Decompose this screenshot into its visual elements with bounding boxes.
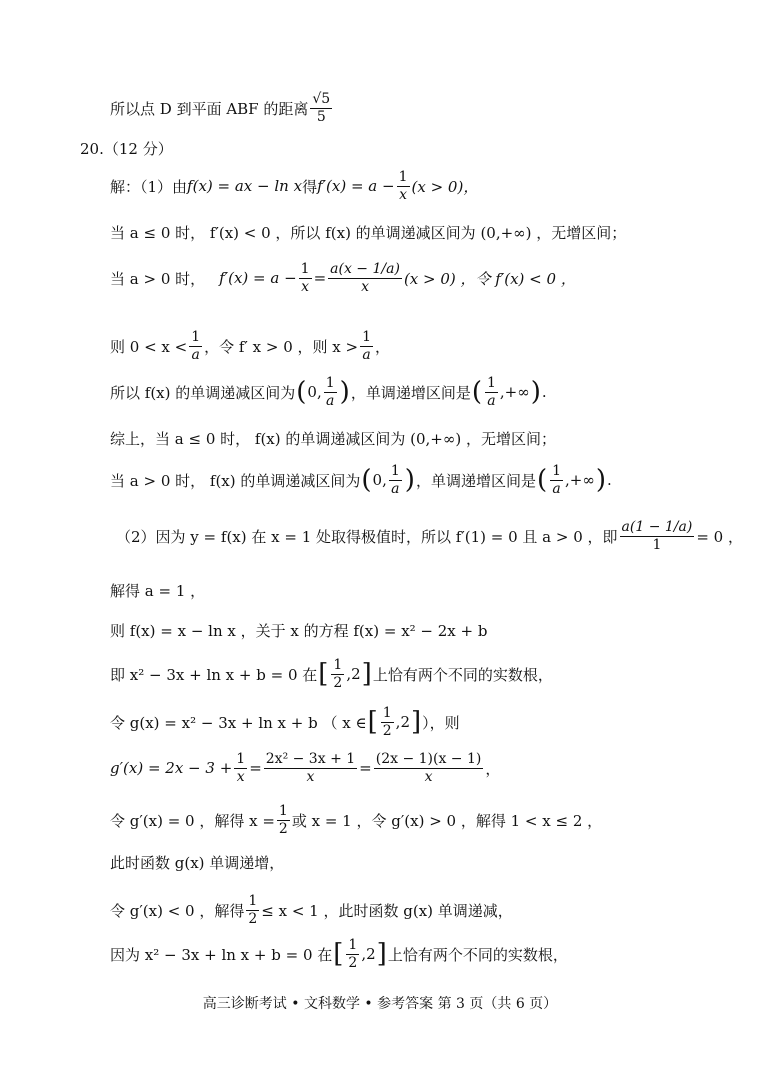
line-summary-a-le-0 — [110, 428, 556, 449]
math: 0, — [372, 471, 387, 490]
text: ， — [485, 759, 501, 778]
line-roots-again — [110, 938, 568, 970]
denominator: 2 — [278, 820, 288, 837]
text: 令 g(x) = x² − 3x + ln x + b （ x ∈ — [110, 713, 367, 732]
fraction — [485, 376, 498, 408]
bracket: ] — [410, 707, 422, 738]
denominator: a — [552, 480, 561, 497]
numerator: a(x − 1/a) — [330, 261, 400, 277]
numerator: 1 — [278, 803, 288, 819]
numerator: 1 — [382, 705, 392, 721]
text: 上恰有两个不同的实数根， — [372, 665, 553, 684]
text: . — [607, 471, 612, 490]
text: 所以点 D 到平面 ABF 的距离 — [110, 99, 309, 118]
fraction — [324, 376, 337, 408]
line-g-derivative — [110, 752, 500, 784]
numerator: 1 — [348, 937, 358, 953]
line-summary-a-gt-0 — [110, 464, 612, 496]
numerator: 1 — [248, 893, 258, 909]
problem-20-heading — [80, 138, 173, 159]
numerator: 2x² − 3x + 1 — [265, 751, 356, 767]
fraction-sqrt5-over-5 — [310, 92, 332, 124]
numerator: √5 — [312, 91, 331, 107]
fraction — [299, 262, 312, 294]
denominator: x — [301, 278, 310, 295]
math: ,2 — [346, 665, 361, 684]
numerator: 1 — [333, 657, 343, 673]
text: 则 0 < x < — [110, 337, 188, 356]
fraction — [346, 938, 359, 970]
paren: ( — [361, 465, 372, 496]
bracket: [ — [318, 659, 329, 690]
bracket: [ — [333, 939, 344, 970]
denominator: x — [399, 186, 407, 203]
text: （2）因为 y = f(x) 在 x = 1 处取得极值时，所以 f′(1) = 0 且 a > 0 ，即 — [116, 527, 618, 546]
bracket: [ — [367, 707, 378, 738]
fraction — [331, 658, 344, 690]
text: 令 g′(x) = 0 ，解得 x = — [110, 811, 275, 830]
paren: ( — [471, 377, 482, 408]
bracket: ] — [361, 659, 372, 690]
heading-text: 20.（12 分） — [80, 140, 173, 158]
text: 或 x = 1 ，令 g′(x) > 0 ，解得 1 < x ≤ 2 ， — [291, 811, 603, 830]
denominator: a — [326, 392, 335, 409]
line-define-g — [110, 706, 460, 738]
line-equation — [110, 620, 487, 641]
equals: = — [313, 269, 327, 288]
math: f′(x) = a − — [219, 269, 297, 288]
fraction — [360, 330, 373, 362]
text: . — [541, 383, 547, 402]
fraction — [374, 752, 484, 784]
numerator: 1 — [236, 751, 246, 767]
denominator: 2 — [348, 954, 358, 971]
line-critical-points — [110, 804, 602, 836]
denominator: 2 — [333, 674, 343, 691]
line-case-a-gt-0 — [110, 262, 576, 294]
math: ,2 — [395, 713, 410, 732]
fraction — [620, 520, 695, 552]
denominator: x — [236, 768, 245, 785]
fraction — [264, 752, 357, 784]
fraction — [381, 706, 394, 738]
text: ，单调递增区间是 — [415, 471, 536, 490]
numerator: 1 — [486, 375, 496, 391]
text: ≤ x < 1 ，此时函数 g(x) 单调递减， — [261, 901, 513, 920]
denominator: a — [487, 392, 496, 409]
denominator: x — [424, 768, 433, 785]
paren: ) — [339, 377, 350, 408]
numerator: 1 — [390, 463, 400, 479]
equals: = — [249, 759, 262, 778]
math: ,+∞ — [499, 383, 530, 402]
fraction — [277, 804, 290, 836]
math: (x > 0) ，令 f′(x) < 0 ， — [403, 269, 576, 288]
line-solve-a — [110, 580, 205, 601]
text: 令 g′(x) < 0 ，解得 — [110, 901, 245, 920]
numerator: 1 — [300, 261, 310, 277]
text: ），则 — [422, 713, 460, 732]
math: 0, — [307, 383, 322, 402]
page-footer: 高三诊断考试 • 文科数学 • 参考答案 第 3 页（共 6 页） — [202, 996, 558, 1012]
text: 则 f(x) = x − ln x ，关于 x 的方程 f(x) = x² − 2x + b — [110, 622, 488, 640]
text: 当 a ≤ 0 时， f′(x) < 0 ，所以 f(x) 的单调递减区间为 (0,+∞) ，无增区间； — [110, 224, 627, 242]
fraction — [234, 752, 247, 784]
line-interval-condition — [110, 330, 390, 362]
line-part-2-condition — [116, 520, 743, 552]
numerator: 1 — [552, 463, 562, 479]
text: 所以 f(x) 的单调递减区间为 — [110, 383, 296, 402]
text: ，令 f′ x > 0 ，则 x > — [204, 337, 359, 356]
math: ,2 — [361, 945, 376, 964]
numerator: (2x − 1)(x − 1) — [375, 751, 482, 767]
text: ， — [375, 337, 391, 356]
denominator: x — [306, 768, 315, 785]
fraction — [397, 170, 410, 202]
line-monotonic-intervals — [110, 376, 547, 408]
denominator: 2 — [248, 910, 258, 927]
text: 解得 a = 1 ， — [110, 582, 206, 600]
line-derivative — [110, 170, 478, 202]
paren: ) — [404, 465, 415, 496]
paren: ) — [595, 465, 607, 496]
text: 因为 x² − 3x + ln x + b = 0 在 — [110, 945, 333, 964]
text: 当 a > 0 时， — [110, 269, 206, 288]
denominator: 1 — [652, 536, 662, 553]
fraction — [550, 464, 563, 496]
math: (x > 0)， — [411, 177, 479, 196]
fraction — [189, 330, 202, 362]
line-distance-result — [110, 92, 334, 124]
numerator: 1 — [191, 329, 201, 345]
line-case-a-le-0 — [110, 222, 626, 243]
denominator: a — [362, 346, 371, 363]
text: = 0 ， — [696, 527, 743, 546]
text: 当 a > 0 时， f(x) 的单调递减区间为 — [110, 471, 361, 490]
text: 综上，当 a ≤ 0 时， f(x) 的单调递减区间为 (0,+∞) ，无增区间； — [110, 430, 556, 448]
numerator: 1 — [362, 329, 371, 345]
denominator: x — [361, 278, 369, 295]
fraction — [246, 894, 259, 926]
text: 解：（1）由 — [110, 177, 188, 196]
text: 即 x² − 3x + ln x + b = 0 在 — [110, 665, 318, 684]
fraction — [389, 464, 402, 496]
text: 此时函数 g(x) 单调递增， — [110, 854, 285, 872]
text: ，单调递增区间是 — [350, 383, 471, 402]
numerator: 1 — [398, 169, 408, 185]
paren: ) — [530, 377, 541, 408]
math: g′(x) = 2x − 3 + — [110, 759, 233, 778]
denominator: 2 — [382, 722, 392, 739]
paren: ( — [536, 465, 548, 496]
denominator: a — [191, 346, 200, 363]
fraction — [328, 262, 402, 294]
line-roots-condition — [110, 658, 553, 690]
paren: ( — [296, 377, 307, 408]
numerator: 1 — [325, 375, 335, 391]
numerator: a(1 − 1/a) — [621, 519, 693, 535]
denominator: a — [391, 480, 400, 497]
text: 得 — [302, 177, 318, 196]
math: f(x) = ax − ln x — [187, 177, 303, 196]
equals: = — [359, 759, 372, 778]
text: 上恰有两个不同的实数根， — [387, 945, 568, 964]
denominator: 5 — [316, 108, 326, 125]
line-g-decreasing — [110, 894, 513, 926]
math: ,+∞ — [565, 471, 595, 490]
bracket: ] — [376, 939, 387, 970]
line-g-increasing — [110, 852, 284, 873]
math: f′(x) = a − — [317, 177, 395, 196]
